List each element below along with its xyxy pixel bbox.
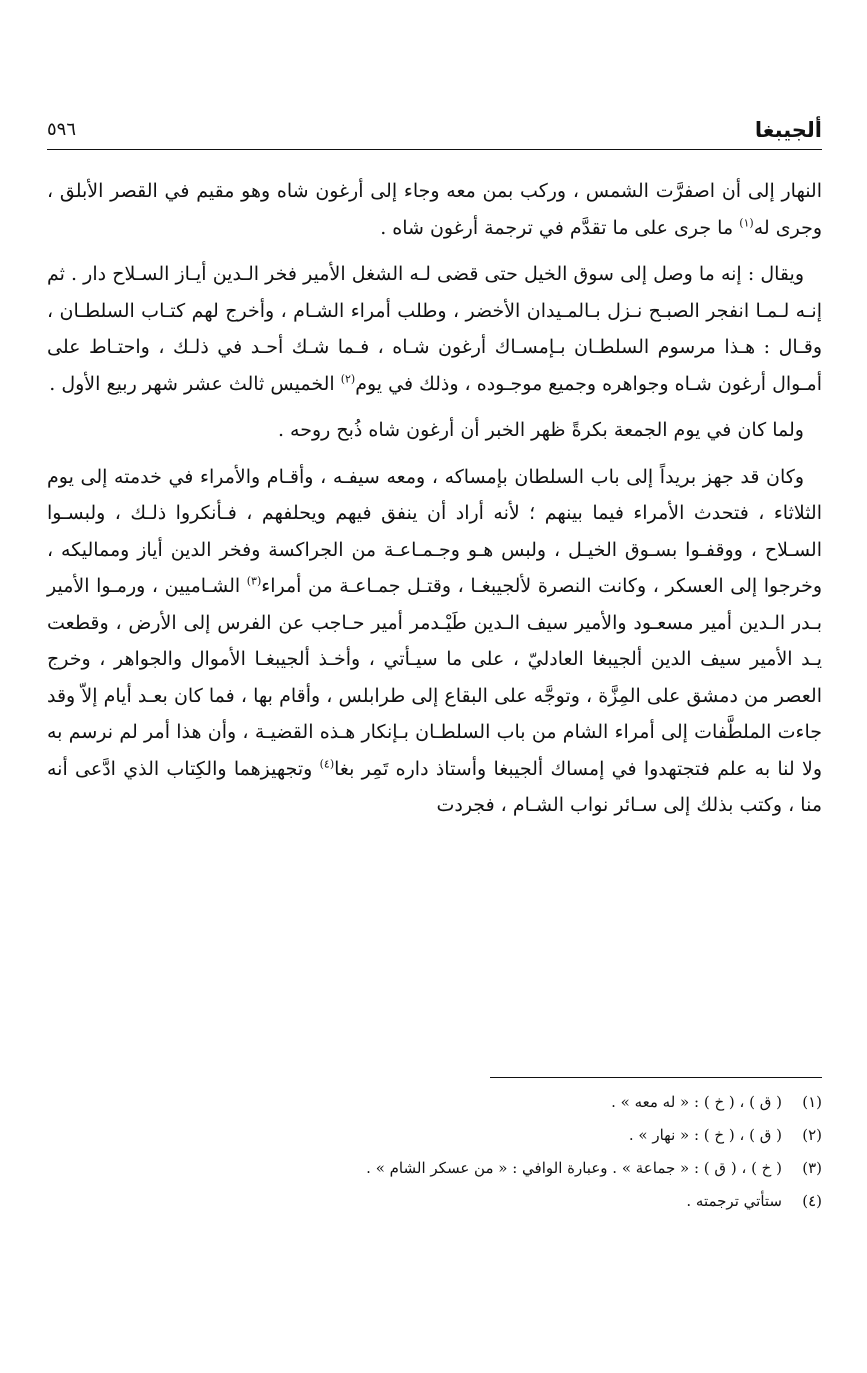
footnote-text: ( ق ) ، ( خ ) : « له معه » .: [611, 1093, 782, 1111]
main-text: [47, 173, 822, 834]
footnote-number: (٣): [802, 1159, 822, 1177]
footnote-ref-4: (٤): [319, 757, 335, 771]
footnote-ref-2: (٢): [340, 372, 356, 386]
page-number: ٥٩٦: [47, 119, 77, 140]
paragraph-2: [47, 256, 822, 402]
paragraph-3: [47, 412, 822, 449]
running-title: ألجيبغا: [754, 118, 822, 142]
paragraph-text: وتجهيزهما والكِتاب الذي ادَّعى أنه منا ، وكتب بذلك إلى سـائر نواب الشـام ، فجردت: [47, 757, 822, 816]
paragraph-text: النهار إلى أن اصفرَّت الشمس ، وركب بمن معه وجاء إلى أرغون شاه وهو مقيم في القصر الأبلق ، وجرى له: [47, 180, 822, 239]
paragraph-text: ما جرى على ما تقدَّم في ترجمة أرغون شاه .: [380, 216, 740, 239]
footnote-3: [47, 1152, 822, 1185]
footnote-1: [47, 1086, 822, 1119]
paragraph-4: [47, 459, 822, 824]
paragraph-text: وكان قد جهز بريداً إلى باب السلطان بإمساكه ، ومعه سيفـه ، وأقـام والأمراء في خدمته إلى يوم الثلاثاء ، فتحدث الأمراء فيما بينهم ؛ لأنه أراد أن ينفق فيهم ويحلفهم ، فـأنكروا ذلـك ، ولبسـوا السـلاح ، ووقفـوا بسـوق الخيـل ، ولبس هـو وجـمـاعـة من الجراكسة وفخر الدين أياز ومماليكه ، وخرجوا إلى العسكر ، وكانت النصرة لألجيبغـا ، وقتـل جمـاعـة من أمراء: [47, 465, 822, 597]
footnote-text: ( خ ) ، ( ق ) : « جماعة » . وعبارة الوافي : « من عسكر الشام » .: [366, 1159, 782, 1177]
footnote-number: (٢): [802, 1126, 822, 1144]
paragraph-1: [47, 173, 822, 246]
footnote-text: ( ق ) ، ( خ ) : « نهار » .: [628, 1126, 782, 1144]
footnote-2: [47, 1119, 822, 1152]
paragraph-text: الخميس ثالث عشر شهر ربيع الأول .: [49, 372, 341, 395]
paragraph-text: الشـاميين ، ورمـوا الأمير بـدر الـدين أمير مسعـود والأمير سيف الـدين طَيْـدمر أمير حـاجب عن الفرس إلى الأرض ، وقطعت يـد الأمير سيف الدين ألجيبغا العادليّ ، على ما سيـأتي ، وأخـذ ألجيبغـا الأموال والجواهر ، وخرج العصر من دمشق على المِزَّة ، وتوجَّه على البقاع إلى طرابلس ، وأقام بها ، فما كان بعـد أيام إلاّ وقد جاءت الملطَّفات إلى أمراء الشام من باب السلطـان بـإنكار هـذه القضيـة ، وأن هذا أمر لم نرسم به ولا لنا به علم فتجتهدوا في إمساك ألجيبغا وأستاذ داره تَمِر بغا: [47, 575, 822, 780]
footnotes: [47, 1086, 822, 1218]
footnote-number: (٤): [802, 1192, 822, 1210]
paragraph-text: ويقال : إنه ما وصل إلى سوق الخيل حتى قضى لـه الشغل الأمير فخر الـدين أيـاز السـلاح دار . ثم إنـه لـمـا انفجر الصبـح نـزل بـالمـيدان الأخضر ، وطلب أمراء الشـام ، وأخرج لهم كتـاب السلطـان ، وقـال : هـذا مرسوم السلطـان بـإمسـاك أرغون شـاه ، فـما شـك أحـد في ذلـك ، واحتـاط على أمـوال أرغون شـاه وجواهره وجميع موجـوده ، وذلك في يوم: [47, 263, 822, 395]
header-rule: [47, 149, 822, 150]
footnote-rule: [490, 1077, 822, 1078]
footnote-4: [47, 1185, 822, 1218]
footnote-ref-1: (١): [739, 216, 754, 230]
footnote-number: (١): [802, 1093, 822, 1111]
paragraph-text: ولما كان في يوم الجمعة بكرةً ظهر الخبر أن أرغون شاه ذُبح روحه .: [277, 419, 804, 441]
running-head: [47, 112, 822, 148]
footnote-text: ستأتي ترجمته .: [686, 1192, 782, 1210]
footnote-ref-3: (٣): [246, 574, 262, 588]
